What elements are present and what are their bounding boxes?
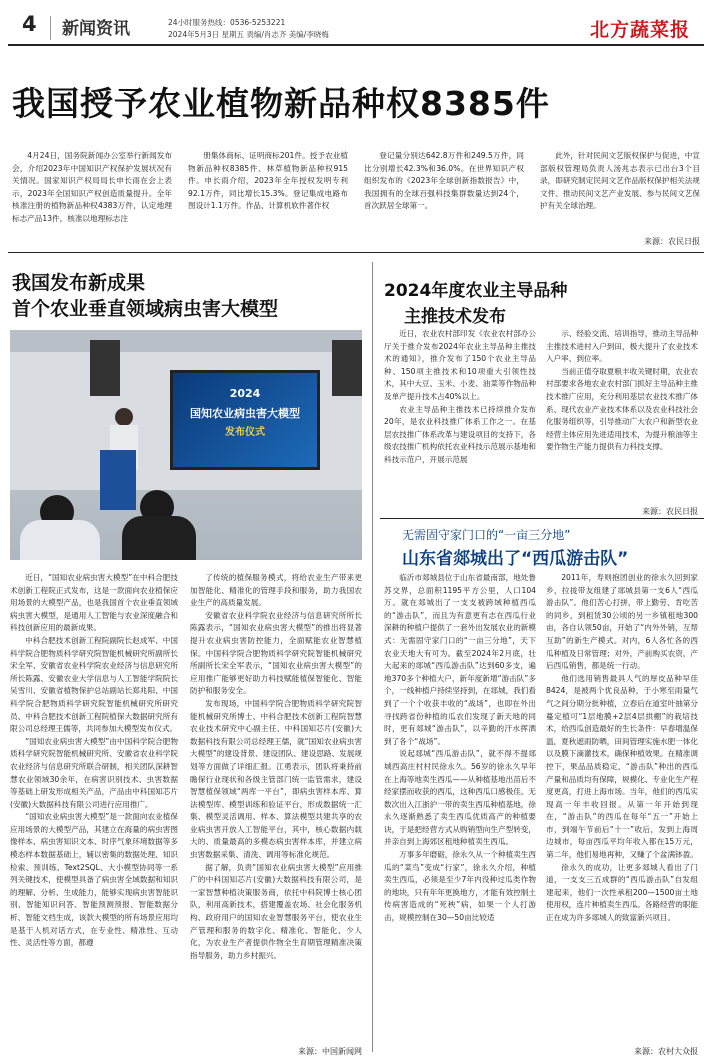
paragraph: 近日，“国知农业病虫害大模型”在中科合肥技术创新工程院正式发布，这是一款面向农业植保应用场景的大模型产品，也是我国首个农业垂直领域病虫害大模型，是通用人工智能与农业深度融合和科技创新应用的最新成果。 [10,573,178,633]
service-line: 24小时服务热线：0536-5253221 [168,18,286,27]
right-divider [380,518,704,519]
paragraph: 万事多年磨砺，徐永久从一个种植卖生西瓜的“菜鸟”变成“行家”，徐永久介绍，种植卖生西瓜，必须是至少7年内没种过瓜类作物的地块，只有年年更换地方，才能有效控制土传病害造成的“死秧”病，如果一个人打游击，规模控制在30—50亩比较适 [384,850,536,923]
top-col-2 [188,150,348,230]
paragraph: 了传统的植保服务模式，将给农业生产带来更加智能化、精准化的管理手段和服务，助力我国农业生产的高质量发展。 [190,573,362,608]
date-line: 2024年5月3日 星期五 责编/肖志齐 美编/李晓梅 [168,30,329,39]
paragraph: 说起郯城“西瓜游击队”，就不得不提郯城西高庄村村民徐永久。56岁的徐永久早年在上海等地卖生西瓜——从种植基地出苗后不经家摆而收获的西瓜，这种西瓜口感极佳。无数次出入江浙沪一带的卖生西瓜种植基地，徐永久逐渐熟悉了卖生西瓜优质高产的种植要诀，于是把经营方式从购销型向生产型转变，并亲自到上海郊区租地种植卖生西瓜。 [384,749,536,847]
speaker-left [90,340,120,396]
screen-subtitle: 发布仪式 [225,427,265,438]
left-source: 来源：中国新闻网 [298,1047,362,1056]
right1-col-2 [546,328,698,500]
right1-source: 来源：农民日报 [642,507,698,516]
paragraph: 4月24日，国务院新闻办公室举行新闻发布会，介绍2023年中国知识产权保护发展状况有关情况。国家知识产权局局长申长雨在会上表示，2023年全国知识产权创造质量提升。全年核准注册的植物新品种权4383万件，认定地理标志产品13件，核准以地理标志注 [12,151,172,223]
screen-year: 2024 [229,387,261,400]
masthead-rule [8,44,704,46]
left-col-1 [10,572,178,1042]
top-col-1 [12,150,172,230]
paragraph: 册集体商标、证明商标201件。授予农业植物新品种权8385件、林草植物新品种权915件。申长雨介绍，2023年全年授权发明专利92.1万件，同比增长15.3%。登记集成电路布图设计1.1万件。作品、计算机软件著作权 [188,151,348,211]
right1-title-line2: 主推技术发布 [404,307,506,327]
right2-title: 山东省郯城出了“西瓜游击队” [402,549,629,569]
paragraph: 安徽省农业科学院农业经济与信息研究所所长陈露表示，“国知农业病虫害大模型”的推出将显著提升农业病虫害防控能力，全面赋能农业智慧植保。中国科学院合肥物质科学研究院智能机械研究所副所长宋全军表示，“国知农业病虫害大模型”的应用推广能够更好助力科技赋能植保智能化、智能防护和服务安全。 [190,610,362,696]
top-article-title: 我国授予农业植物新品种权8385件 [12,84,550,123]
masthead-divider [50,16,51,40]
right2-col-2 [546,572,698,1042]
podium [100,450,136,510]
paragraph: 徐永久的成功，让更多郯城人看出了门道，一支支三五成群的“西瓜游击队”自发组建起来，他们一次性承租200—1500亩土地使用权，连片种植卖生西瓜。各路经营的职能正在成为许多郯城人的致富新兴项目。 [546,862,698,923]
column-divider [372,262,373,1052]
paragraph: “国知农业病虫害大模型”是一款面向农业植保应用场景的大模型产品，其建立在海量的病虫害图像样本、病虫害知识文本、时序气象环境数据等多模态样本数据基础上，辅以密集的数据处理、知识检索、预训练、Text2SQL、大小模型协同等一系列关键技术，使模型具备了病虫害全域数据和知识的理解、分析、生成能力，能够实现病虫害智能识别、智能知识问答、智能预测预报、智能数据分析、智能文档生成，该款大模型的所有场景应用均是基于人机对话方式，在专业性、精准性、互动性、灵活性等方面，都遵 [10,812,178,948]
paragraph: 临沂市郯城县位于山东省最南部，地处鲁苏交界，总面积1195平方公里，人口104万。就在郯城出了一支支被跨域种植西瓜的“游击队”，而且为有意更有志在西瓜行业深耕的种植户提供了一套外出发展农业的新模式：无需固守家门口的“一亩三分地”，天下农业天地大有可为。截至2024年2月底，壮大起来的郯城“西瓜游击队”达到60多支，遍地370多个种植大户，新年度新增“游击队”多个，一线种植户持续坚持到，在郯城，我们看到了一个个收获丰收的“战场”，也即在外出寻找跨省份种植的瓜农们发现了新天地的同时，更有郯城“游击队”，以辛勤的汗水挥洒到了各个“战场”。 [384,573,536,746]
audience-body-1 [20,520,100,560]
logo: 北方蔬菜报 [590,19,691,41]
right2-kicker: 无需固守家门口的“一亩三分地” [402,528,571,542]
top-col-3 [364,150,524,230]
paragraph: 据了解，负责“国知农业病虫害大模型”应用推广的中科国知芯片(安徽)大数据科技有限公司，是一家智慧种植决策服务商，依托中科院博士核心团队，利用高新技术，搭建覆盖农场、社会化服务机构、政府用户的国知农业智慧服务平台，使农业生产管理和服务的数字化、精准化、智能化、少人化，为农业生产者提供作物全生育期管理精准决策指导服务，助力乡村振兴。 [190,862,362,960]
right2-col-1 [384,572,536,1042]
paragraph: 2011年，寿则抱团创业的徐永久回到家乡，拉拢带友组建了郯城县第一支6人“西瓜游击队”。他们苦心打拼，带上勤劳、肯吃苦的同乡，到租赁30公顷的另一乡镇租地300亩，各自认领50亩，开始了“内外外销，互帮互助”的新生产模式。对内，6人各忙各的西瓜种植及日常管理；对外，产前购买农资，产后西瓜销售，都是统一行动。 [546,573,698,671]
top-source: 来源：农民日报 [644,237,700,246]
left-title-line1: 我国发布新成果 [12,272,146,294]
paragraph: 农业主导品种主推技术已持续推介发布20年，是农业科技推广体系工作之一。在基层农技推广体系改革与建设项目的支持下，各级农技推广机构依托农业科技示范展示基地和科技示范户，开展示范展 [384,404,536,464]
top-divider [8,252,704,253]
screen-title: 国知农业病虫害大模型 [190,407,300,420]
right1-title-line1: 2024年度农业主导品种 [384,281,568,301]
top-col-4 [540,150,700,230]
paragraph: 他们选用销售最具人气的厚皮品种早佳8424，是被两个优良品种，于小寒至雨量气气之间分期分批种植，立春后在道室叶抽第分蔓定植可“1层地膜+2层4层拱棚”的栽培技术，给西瓜创造最好的生长条件：早春增温保温，夏秋遮雨防晒，田间管理实施水肥一体化以及膜下滴灌技术，确保种植效果。在精准调控下，果品品质稳定，“游击队”种出的西瓜产量和品质均有保障，规模化、专业化生产程度更高，打进上海市场。当年，他们的西瓜实现高一年丰收回报。从第一年开始到现在，“游击队”的西瓜在每年“五一”开始上市，到端午节前后“十一”收后，发到上海周边城市，每亩西瓜平均年收入都在15万元，第二年，他们易地再种，又赚了个盆满钵盈。 [546,673,698,860]
audience-body-2 [122,516,196,560]
paragraph: 当前正值夺取夏粮丰收关键时期，农业农村部要求各地农业农村部门抓好主导品种主推技术推广应用，充分利用基层农业技术推广体系、现代农业产业技术体系以及农业科技社会化服务组织等，引导推动广大农户和新型农业经营主体应用先进适用技术，为提升粮油等主要作物生产能力提供有力科技支撑。 [546,366,698,452]
event-photo [10,330,362,560]
page-number: 4 [22,12,37,36]
left-title-line2: 首个农业垂直领域病虫害大模型 [12,298,279,320]
paragraph: 示、经验交流、培训指导，推动主导品种主推技术进村入户到田，极大提升了农业技术入户率、到位率。 [546,329,698,364]
speaker-screen [170,370,320,470]
paragraph: 登记量分别达642.8万件和249.5万件，同比分别增长42.3%和36.0%。在世界知识产权组织发布的《2023年全球创新指数报告》中，我国拥有的全球百强科技集群数量达到24个，首次跃居全球第一。 [364,151,524,211]
section-title: 新闻资讯 [62,19,130,39]
paragraph: 此外，针对民间文艺版权保护与促进，中宣部版权管理局负责人汤兆志表示已出台3个目录，即研究制定民间文艺作品版权保护相关法规文件、推动民间文艺产业发展、参与民间文艺保护有关全球治理。 [540,151,700,211]
speaker-figure [115,408,133,426]
paragraph: 中科合肥技术创新工程院副院长赵成军、中国科学院合肥物质科学研究院智能机械研究所副所长宋全军、安徽省农业科学院农业经济与信息研究所所长陈露、安徽农业大学信息与人工智能学院院长吴雪川、安徽省植物保护总站副站长郑兆阳、中国科学院合肥物质科学研究院智能机械研究所研究员、中科合肥技术创新工程院植保大数据研究所有限公司总经理王儒等，共同参加大模型发布仪式。 [10,635,178,734]
masthead [0,0,708,50]
paragraph: 近日，农业农村部印发《农业农村部办公厅关于推介发布2024年农业主导品种主推技术的通知》，推介发布了150个农业主导品种、150项主推技术和10项重大引领性技术，其中大豆、玉米、小麦、油菜等作物品种及单产提升技术占40%以上。 [384,329,536,401]
paragraph: “国知农业病虫害大模型”由中国科学院合肥物质科学研究院智能机械研究所、安徽省农业科学院农业经济与信息研究所联合研制，相关团队深耕智慧农业领域30余年，在病害识别技术、虫害数据等基础上研发形成相关产品，产品由中科国知芯片(安徽)大数据科技有限公司进行应用推广。 [10,736,178,809]
right1-col-1 [384,328,536,500]
speaker-right [332,340,362,396]
paragraph: 发布现场，中国科学院合肥物质科学研究院智能机械研究所博士、中科合肥技术创新工程院智慧农业技术研究中心副主任、中科国知芯片(安徽)大数据科技有限公司总经理王儒，就“国知农业病虫害大模型”的建设背景、建设团队、建设思路、发展规划等方面做了详细汇报。江勇表示，团队将秉持前瞻保行业现状和各级主管部门统一监管需求，建设智慧植保领域“两库一平台”，即病虫害样本库、算法模型库、模型训练和验证平台，形成数据统一汇集、模型灵活调用、样本、算法模型共建共享的农业病虫害开放人工智能平台，其中，核心数据内载大的、质量最高的多模态病虫害样本库，并建立病虫害数据采集、清洗、调用等标准化规范。 [190,698,362,860]
right2-source: 来源：农村大众报 [634,1047,698,1056]
left-col-2 [190,572,362,1042]
photo-ceiling [10,330,362,352]
